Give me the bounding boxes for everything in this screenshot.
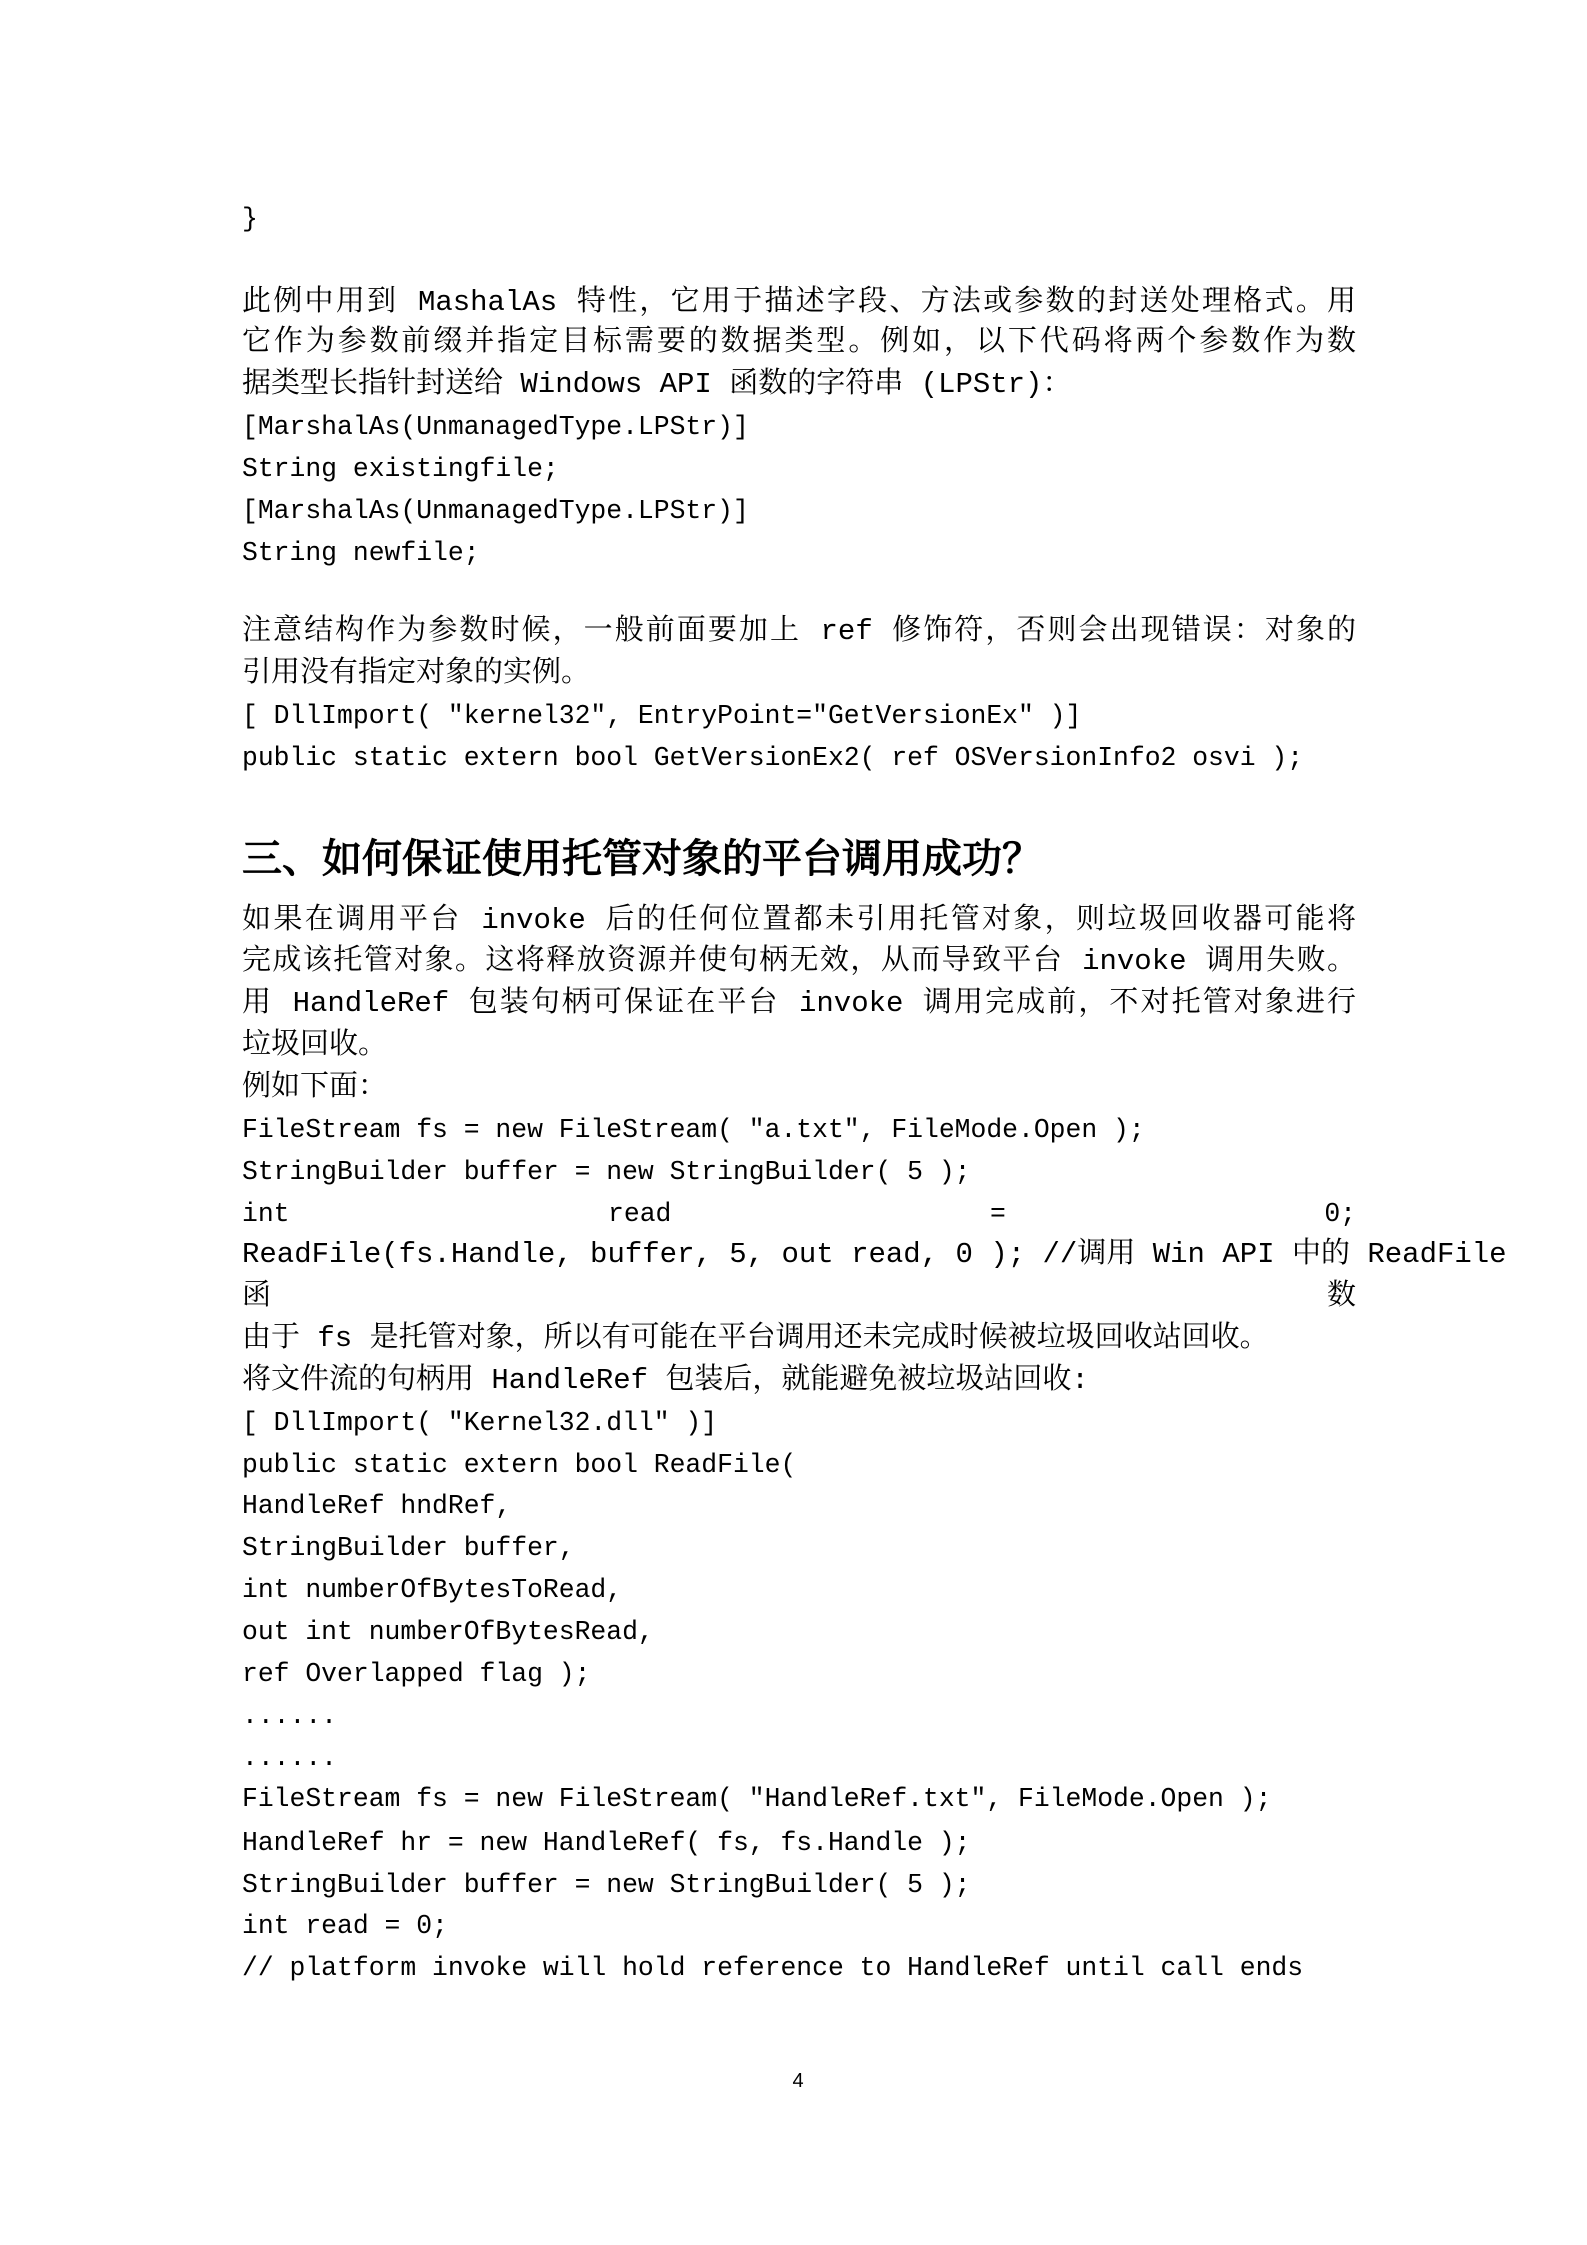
text-line: 注意结构作为参数时候，一般前面要加上 ref 修饰符，否则会出现错误：对象的 [242, 615, 1356, 648]
code-line: [MarshalAs(UnmanagedType.LPStr)] [242, 412, 749, 442]
code-line: [MarshalAs(UnmanagedType.LPStr)] [242, 496, 749, 526]
section-heading: 三、如何保证使用托管对象的平台调用成功？ [242, 836, 1042, 882]
code-line: String newfile; [242, 538, 480, 568]
code-line: ref Overlapped flag ); [242, 1659, 591, 1689]
text-line: 它作为参数前缀并指定目标需要的数据类型。例如，以下代码将两个参数作为数 [242, 326, 1356, 359]
text-line: 用 HandleRef 包装句柄可保证在平台 invoke 调用完成前，不对托管对象进行 [242, 987, 1356, 1020]
code-line: int numberOfBytesToRead, [242, 1575, 623, 1605]
text-line: 例如下面： [242, 1071, 388, 1104]
text-line: 如果在调用平台 invoke 后的任何位置都未引用托管对象，则垃圾回收器可能将 [242, 904, 1356, 937]
text-line: ReadFile(fs.Handle, buffer, 5, out read, 0 ); //调用 Win API 中的 ReadFile [242, 1238, 1507, 1271]
text-line: 完成该托管对象。这将释放资源并使句柄无效，从而导致平台 invoke 调用失败。 [242, 945, 1356, 978]
code-line: int read = 0; [242, 1911, 448, 1941]
text-line: 函数 [242, 1280, 1356, 1313]
code-line: StringBuilder buffer, [242, 1533, 575, 1563]
code-line: public static extern bool ReadFile( [242, 1450, 797, 1480]
code-line: FileStream fs = new FileStream( "HandleRef.txt", FileMode.Open ); [242, 1784, 1272, 1814]
text-line: 据类型长指针封送给 Windows API 函数的字符串 (LPStr)： [242, 368, 1072, 401]
text-line: 由于 fs 是托管对象，所以有可能在平台调用还未完成时候被垃圾回收站回收。 [242, 1322, 1269, 1355]
code-line: FileStream fs = new FileStream( "a.txt", FileMode.Open ); [242, 1115, 1145, 1145]
code-line: [ DllImport( "Kernel32.dll" )] [242, 1408, 718, 1438]
text-line: 将文件流的句柄用 HandleRef 包装后，就能避免被垃圾站回收: [242, 1364, 1089, 1397]
code-line: } [242, 204, 258, 234]
code-line: // platform invoke will hold reference to HandleRef until call ends [242, 1953, 1304, 1983]
text-line: 引用没有指定对象的实例。 [242, 657, 591, 690]
code-line: ...... [242, 1743, 338, 1773]
code-line: out int numberOfBytesRead, [242, 1617, 654, 1647]
code-line: StringBuilder buffer = new StringBuilder( 5 ); [242, 1870, 971, 1900]
code-line: ...... [242, 1701, 338, 1731]
text-line: 此例中用到 MashalAs 特性，它用于描述字段、方法或参数的封送处理格式。用 [242, 286, 1356, 319]
code-line: String existingfile; [242, 454, 559, 484]
code-line: HandleRef hndRef, [242, 1491, 512, 1521]
code-line: HandleRef hr = new HandleRef( fs, fs.Handle ); [242, 1828, 971, 1858]
code-line: StringBuilder buffer = new StringBuilder( 5 ); [242, 1157, 971, 1187]
page-number: 4 [792, 2070, 804, 2092]
code-line: public static extern bool GetVersionEx2( ref OSVersionInfo2 osvi ); [242, 743, 1304, 773]
code-line: [ DllImport( "kernel32", EntryPoint="GetVersionEx" )] [242, 701, 1082, 731]
text-line: 垃圾回收。 [242, 1029, 388, 1062]
code-line: int read = 0; [242, 1199, 1356, 1229]
